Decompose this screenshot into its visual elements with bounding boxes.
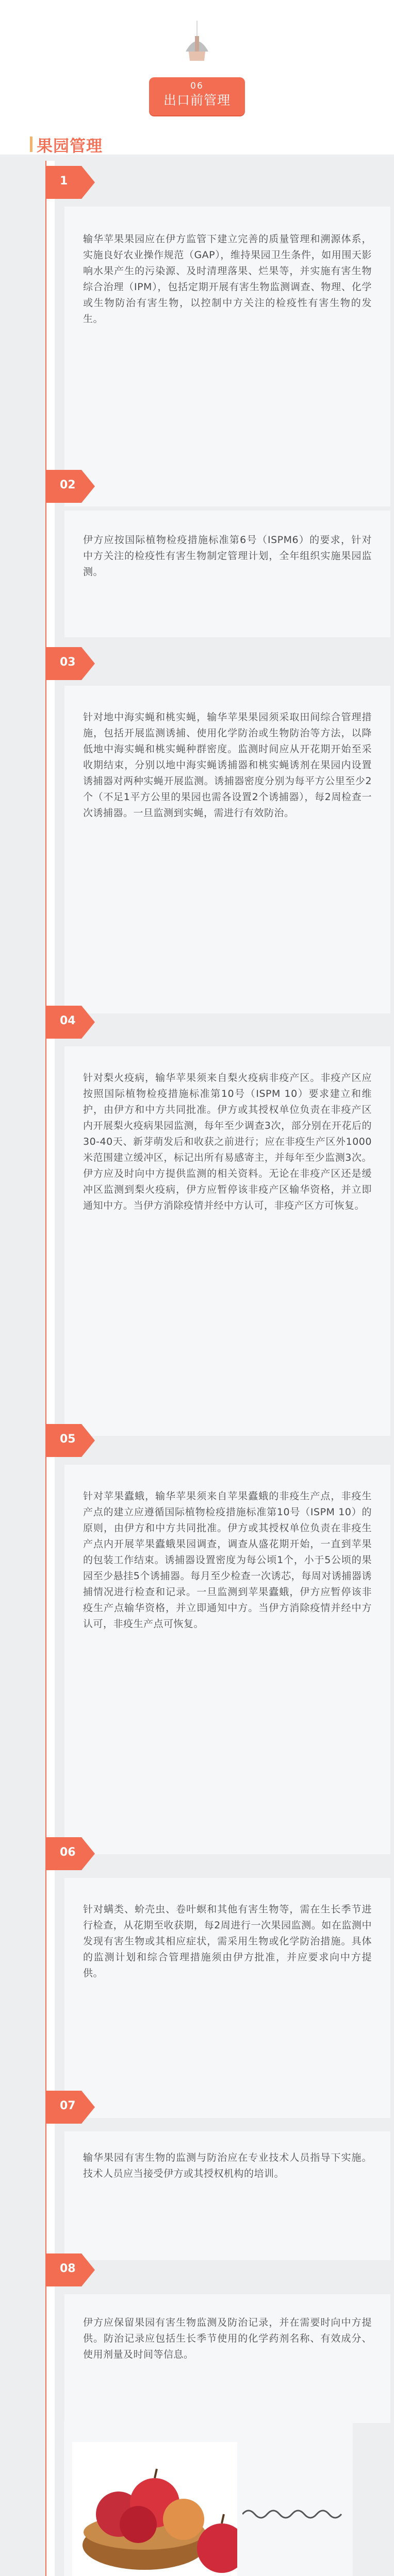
item-text-06: 针对螨类、蚧壳虫、卷叶螟和其他有害生物等，需在生长季节进行检查，从花期至收获期，每2周进行一次果园监测。如在监测中发现有害生物或其相应症状，需采用生物或化学防治措施。具体的监测计划和综合管理措施须由伊方批准，并应要求向中方提供。 — [83, 1904, 372, 1979]
item-tag-03: 03 — [45, 647, 95, 680]
item-tag-07: 07 — [45, 2091, 95, 2124]
item-card-06 — [64, 1877, 391, 2119]
item-text-07: 输华果园有害生物的监测与防治应在专业技术人员指导下实施。技术人员应当接受伊方或其授权机构的培训。 — [83, 2152, 372, 2179]
item-text-1: 输华苹果果园应在伊方监管下建立完善的质量管理和溯源体系，实施良好农业操作规范（GAP），维持果园卫生条件，如用围天影响水果产生的污染源、及时清理落果、烂果等，并实施有害生物综合治理（IPM），包括定期开展有害生物监测调查、物理、化学或生物防治有害生物，以控制中方关注的检疫性有害生物的发生。 — [83, 233, 372, 325]
item-card-02 — [64, 510, 391, 638]
header — [0, 0, 394, 155]
section-number: 06 — [190, 81, 204, 91]
item-tag-1: 1 — [45, 166, 95, 199]
section-title: 出口前管理 — [163, 93, 231, 108]
item-tag-06: 06 — [45, 1837, 95, 1870]
lamp-decoration-icon — [155, 21, 239, 77]
item-card-1 — [64, 206, 391, 507]
apples-basket-photo — [72, 2442, 237, 2576]
item-card-08 — [64, 2294, 391, 2424]
item-card-05 — [64, 1464, 391, 1855]
item-text-03: 针对地中海实蝇和桃实蝇，输华苹果果园须采取田间综合管理措施，包括开展监测诱捕、使用化学防治或生物防治等方法，以降低地中海实蝇和桃实蝇种群密度。监测时间应从开花期开始至采收期结束，分别以地中海实蝇诱捕器和桃实蝇诱剂在果园内设置诱捕器对两种实蝇开展监测。诱捕器密度分别为每平方公里至少2个（不足1平方公里的果园也需各设置2个诱捕器），每2周检查一次诱捕器。一旦监测到实蝇，需进行有效防治。 — [83, 711, 372, 819]
item-card-03 — [64, 685, 391, 1014]
heading-bar — [30, 137, 32, 152]
timeline-rail — [45, 161, 55, 2576]
page-heading — [30, 134, 103, 155]
item-text-08: 伊方应保留果园有害生物监测及防治记录，并在需要时向中方提供。防治记录应包括生长季节使用的化学药剂名称、有效成分、使用剂量及时间等信息。 — [83, 2317, 372, 2360]
item-tag-02: 02 — [45, 470, 95, 503]
section-badge — [149, 77, 245, 115]
heading-text: 果园管理 — [37, 137, 103, 156]
item-tag-05: 05 — [45, 1424, 95, 1457]
item-text-05: 针对苹果蠹蛾，输华苹果须来自苹果蠹蛾的非疫生产点，非疫生产点的建立应遵循国际植物检疫措施标准第10号（ISPM 10）的原则，由伊方和中方共同批准。伊方或其授权单位负责在非疫生产点内开展苹果蠹蛾果园调查，调查从盛花期开始，一直到苹果的包装工作结束。诱捕器设置密度为每公顷1个，小于5公顷的果园至少悬挂5个诱捕器。每月至少检查一次诱芯，每周对诱捕器诱捕情况进行检查和记录。一旦监测到苹果蠹蛾，伊方应暂停该非疫生产点输华资格，并立即通知中方。当伊方消除疫情并经中方认可，非疫生产点可恢复。 — [83, 1490, 372, 1630]
item-card-07 — [64, 2131, 391, 2261]
item-tag-04: 04 — [45, 1006, 95, 1039]
item-text-04: 针对梨火疫病，输华苹果须来自梨火疫病非疫产区。非疫产区应按照国际植物检疫措施标准第10号（ISPM 10）要求建立和维护，由伊方和中方共同批准。伊方或其授权单位负责在非疫产区内开展梨火疫病果园监测，每年至少调查3次，部分别在开花后的30-40天、新芽萌发后和收获之前进行；应在非疫生产区外1000米范围建立缓冲区，标记出所有易感寄主，并每年至少监测3次。伊方应及时向中方提供监测的相关资料。无论在非疫产区还是缓冲区监测到梨火疫病，伊方应暂停该非疫产区输华资格，并立即通知中方。当伊方消除疫情并经中方认可，非疫产区方可恢复。 — [83, 1072, 372, 1211]
item-text-02: 伊方应按国际植物检疫措施标准第6号（ISPM6）的要求，针对中方关注的检疫性有害生物制定管理计划，全年组织实施果园监测。 — [83, 534, 372, 578]
item-card-04 — [64, 1046, 391, 1436]
wave-decoration-icon — [242, 2504, 346, 2524]
item-tag-08: 08 — [45, 2253, 95, 2286]
